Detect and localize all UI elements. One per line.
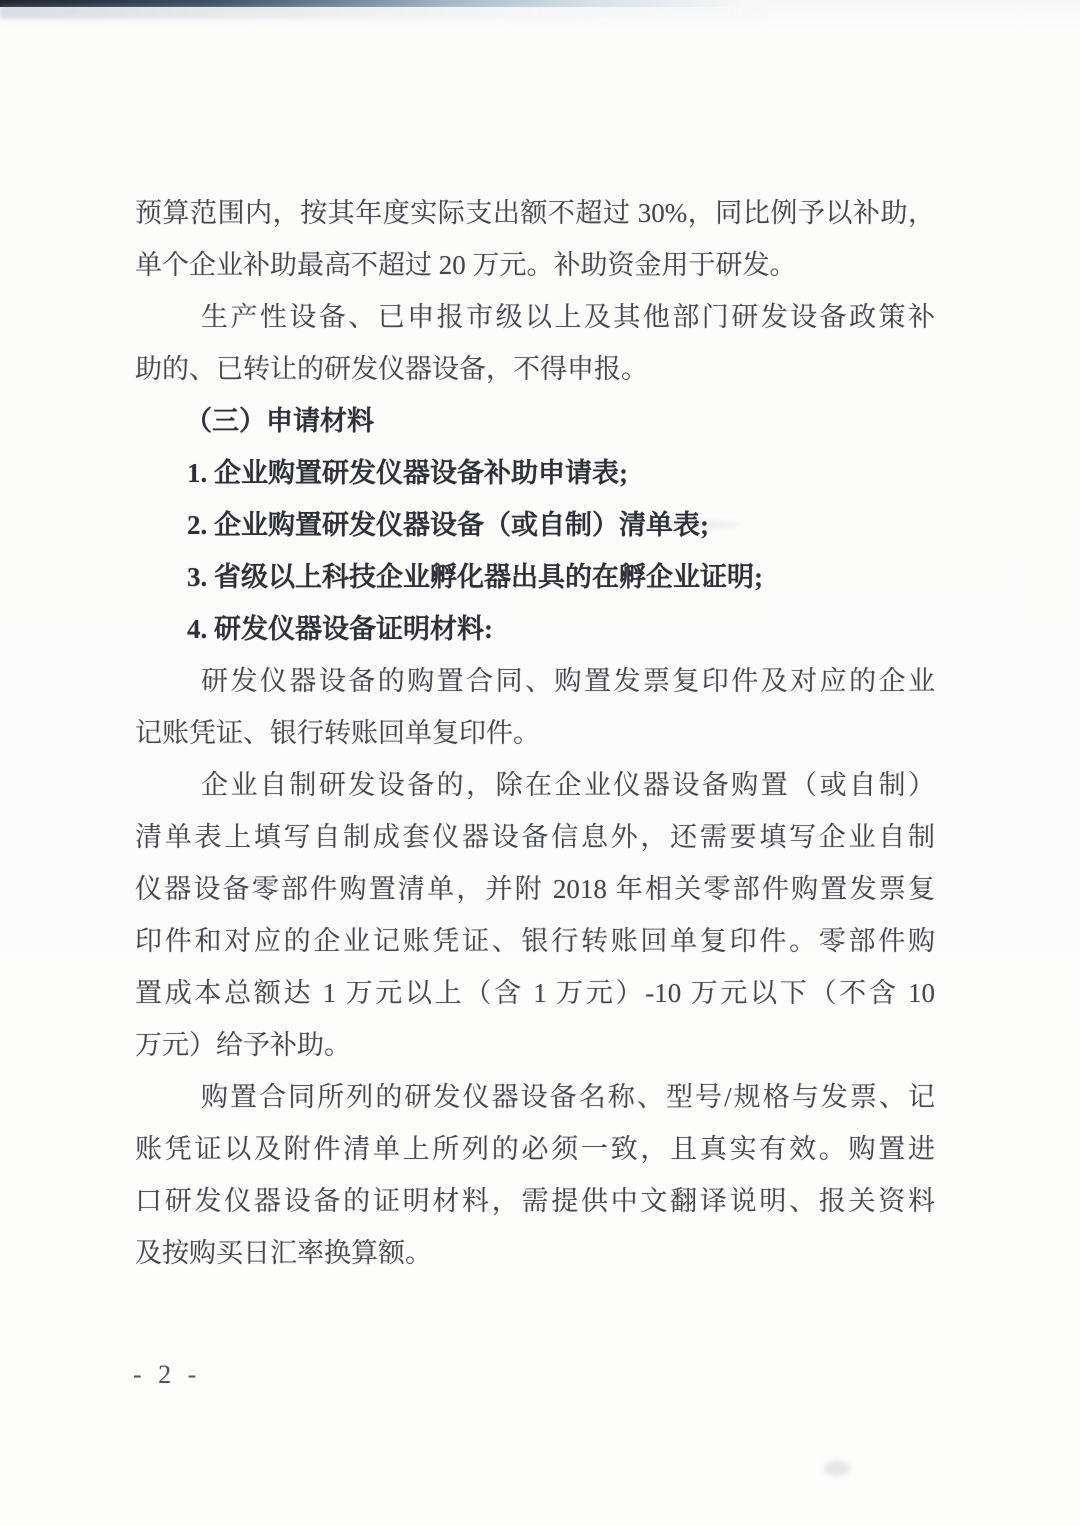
text-line: 万元）给予补助。 <box>135 1030 351 1060</box>
text-line: 置成本总额达 1 万元以上（含 1 万元）-10 万元以下（不含 10 <box>135 978 935 1008</box>
paragraph <box>135 759 935 1071</box>
text-line: 4. 研发仪器设备证明材料: <box>187 614 493 644</box>
text-line: 及按购买日汇率换算额。 <box>135 1238 432 1268</box>
page-number: - 2 - <box>133 1360 202 1389</box>
section-heading <box>135 395 935 447</box>
paragraph <box>135 1071 935 1279</box>
text-line: 口研发仪器设备的证明材料，需提供中文翻译说明、报关资料 <box>135 1186 935 1216</box>
text-line: 3. 省级以上科技企业孵化器出具的在孵企业证明; <box>187 562 763 592</box>
text-line: 助的、已转让的研发仪器设备，不得申报。 <box>135 354 648 384</box>
text-line: 2. 企业购置研发仪器设备（或自制）清单表; <box>187 510 709 540</box>
paragraph <box>135 187 935 291</box>
text-line: （三）申请材料 <box>185 406 374 436</box>
text-line: 账凭证以及附件清单上所列的必须一致，且真实有效。购置进 <box>135 1134 935 1164</box>
text-line: 生产性设备、已申报市级以上及其他部门研发设备政策补 <box>201 302 935 332</box>
text-line: 购置合同所列的研发仪器设备名称、型号/规格与发票、记 <box>201 1082 935 1112</box>
text-line: 清单表上填写自制成套仪器设备信息外，还需要填写企业自制 <box>135 822 935 852</box>
text-line: 单个企业补助最高不超过 20 万元。补助资金用于研发。 <box>135 250 797 280</box>
list-item <box>135 499 935 551</box>
text-line: 记账凭证、银行转账回单复印件。 <box>135 718 540 748</box>
scan-smudge <box>824 1461 850 1476</box>
text-line: 印件和对应的企业记账凭证、银行转账回单复印件。零部件购 <box>135 926 935 956</box>
text-line: 研发仪器设备的购置合同、购置发票复印件及对应的企业 <box>201 666 935 696</box>
text-line: 仪器设备零部件购置清单，并附 2018 年相关零部件购置发票复 <box>135 874 935 904</box>
paragraph <box>135 655 935 759</box>
list-item <box>135 603 935 655</box>
scan-artifact-top-shadow <box>0 5 770 19</box>
document-body <box>135 187 935 1279</box>
paragraph <box>135 291 935 395</box>
text-line: 企业自制研发设备的，除在企业仪器设备购置（或自制） <box>201 770 935 800</box>
list-item <box>135 447 935 499</box>
text-line: 预算范围内，按其年度实际支出额不超过 30%，同比例予以补助， <box>135 198 935 228</box>
list-item <box>135 551 935 603</box>
text-line: 1. 企业购置研发仪器设备补助申请表; <box>187 458 628 488</box>
